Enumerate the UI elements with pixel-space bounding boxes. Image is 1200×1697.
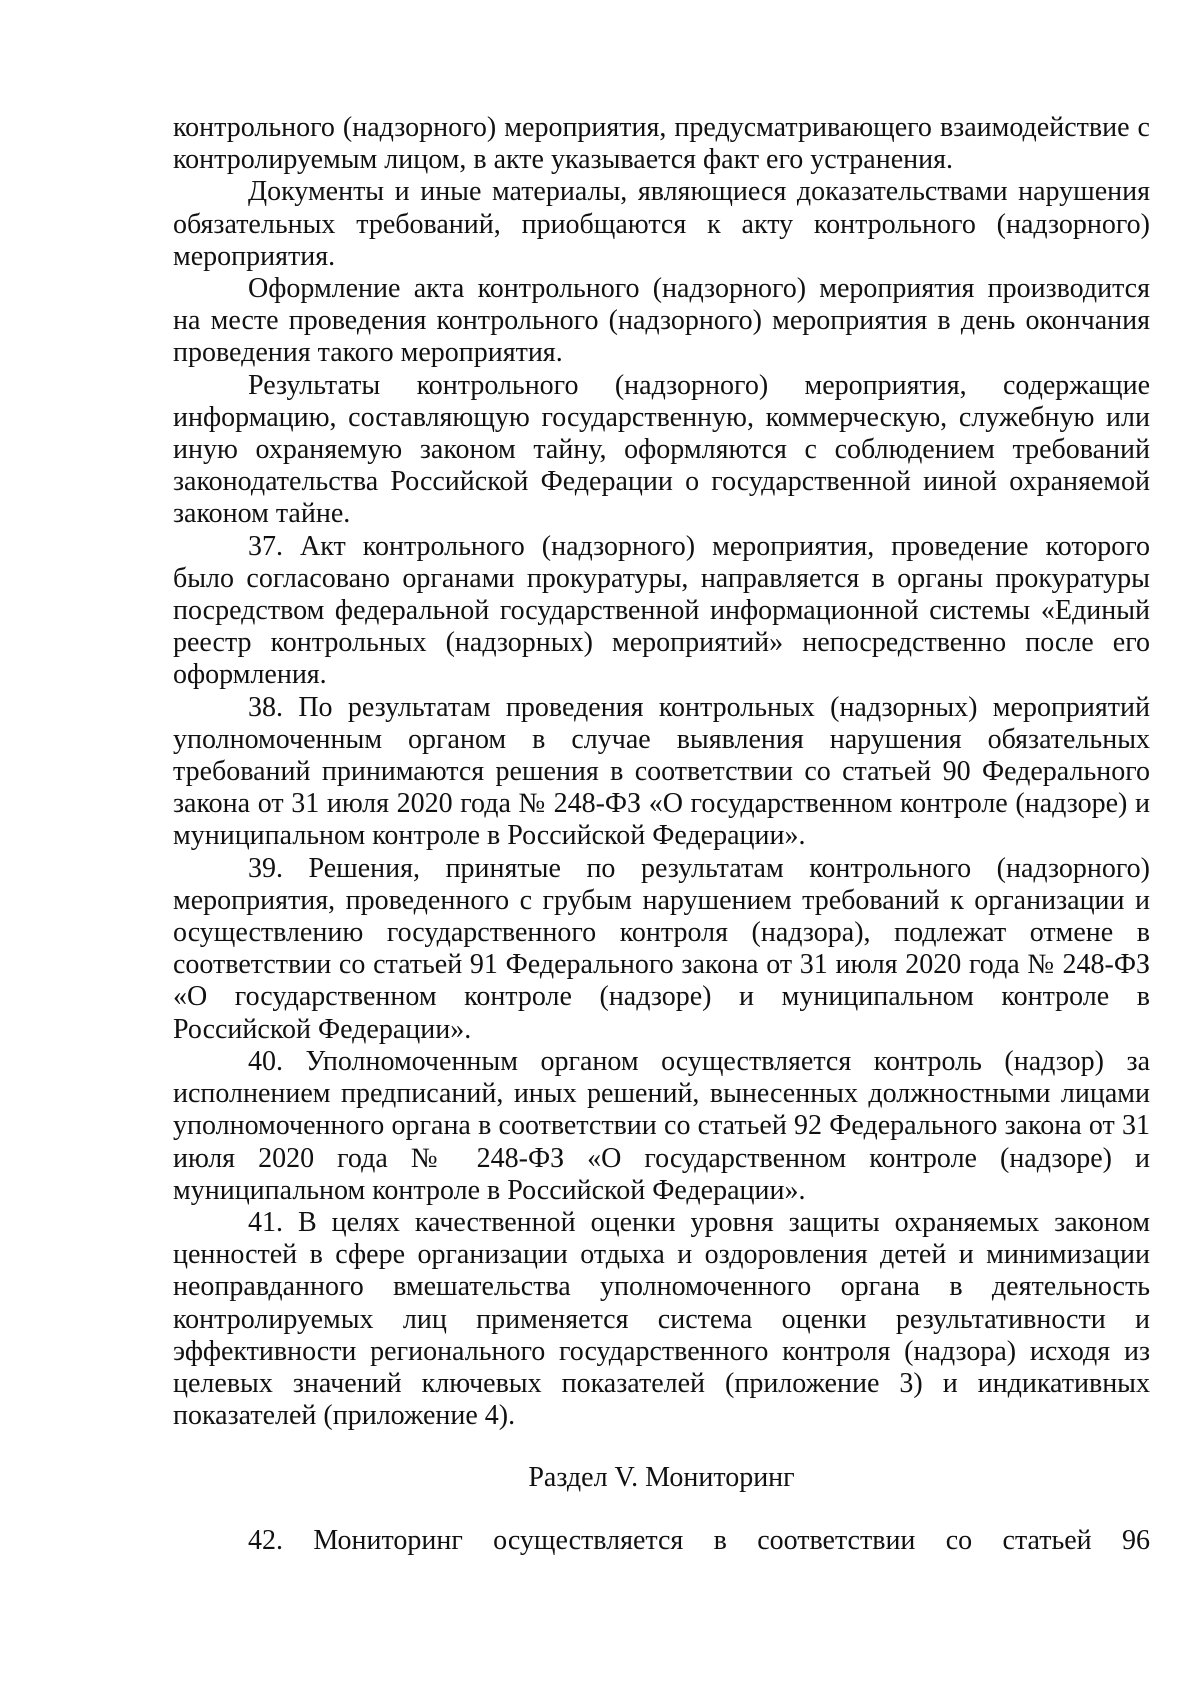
paragraph-evidence-documents: Документы и иные материалы, являющиеся доказательствами нарушения обязательных требований, приобщаются к акту контрольного (надзорного) мероприятия. (173, 176, 1150, 272)
document-page (173, 112, 1150, 1557)
paragraph-act-registration: Оформление акта контрольного (надзорного) мероприятия производится на месте проведения контрольного (надзорного) мероприятия в день окончания проведения такого мероприятия. (173, 273, 1150, 369)
paragraph-item-39: 39. Решения, принятые по результатам контрольного (надзорного) мероприятия, проведенного с грубым нарушением требований к организации и осуществлению государственного контроля (надзора), подлежат отмене в соответствии со статьей 91 Федерального закона от 31 июля 2020 года № 248-ФЗ «О государственном контроле (надзоре) и муниципальном контроле в Российской Федерации». (173, 852, 1150, 1045)
paragraph-item-40: 40. Уполномоченным органом осуществляется контроль (надзор) за исполнением предписаний, иных решений, вынесенных должностными лицами уполномоченного органа в соответствии со статьей 92 Федерального закона от 31 июля 2020 года № 248-ФЗ «О государственном контроле (надзоре) и муниципальном контроле в Российской Федерации». (173, 1045, 1150, 1206)
paragraph-item-38: 38. По результатам проведения контрольных (надзорных) мероприятий уполномоченным органом в случае выявления нарушения обязательных требований принимаются решения в соответствии со статьей 90 Федерального закона от 31 июля 2020 года № 248-ФЗ «О государственном контроле (надзоре) и муниципальном контроле в Российской Федерации». (173, 691, 1150, 852)
paragraph-item-41: 41. В целях качественной оценки уровня защиты охраняемых законом ценностей в сфере организации отдыха и оздоровления детей и минимизации неоправданного вмешательства уполномоченного органа в деятельность контролируемых лиц применяется система оценки результативности и эффективности регионального государственного контроля (надзора) исходя из целевых значений ключевых показателей (приложение 3) и индикативных показателей (приложение 4). (173, 1206, 1150, 1432)
paragraph-item-42: 42. Мониторинг осуществляется в соответствии со статьей 96 (248, 1524, 1150, 1556)
paragraph-continuation: контрольного (надзорного) мероприятия, предусматривающего взаимодействие с контролируемым лицом, в акте указывается факт его устранения. (173, 112, 1150, 176)
paragraph-item-37: 37. Акт контрольного (надзорного) мероприятия, проведение которого было согласовано органами прокуратуры, направляется в органы прокуратуры посредством федеральной государственной информационной системы «Единый реестр контрольных (надзорных) мероприятий» непосредственно после его оформления. (173, 530, 1150, 691)
paragraph-secret-results: Результаты контрольного (надзорного) мероприятия, содержащие информацию, составляющую государственную, коммерческую, служебную или иную охраняемую законом тайну, оформляются с соблюдением требований законодательства Российской Федерации о государственной ииной охраняемой законом тайне. (173, 369, 1150, 530)
section-heading: Раздел V. Мониторинг (528, 1462, 795, 1494)
